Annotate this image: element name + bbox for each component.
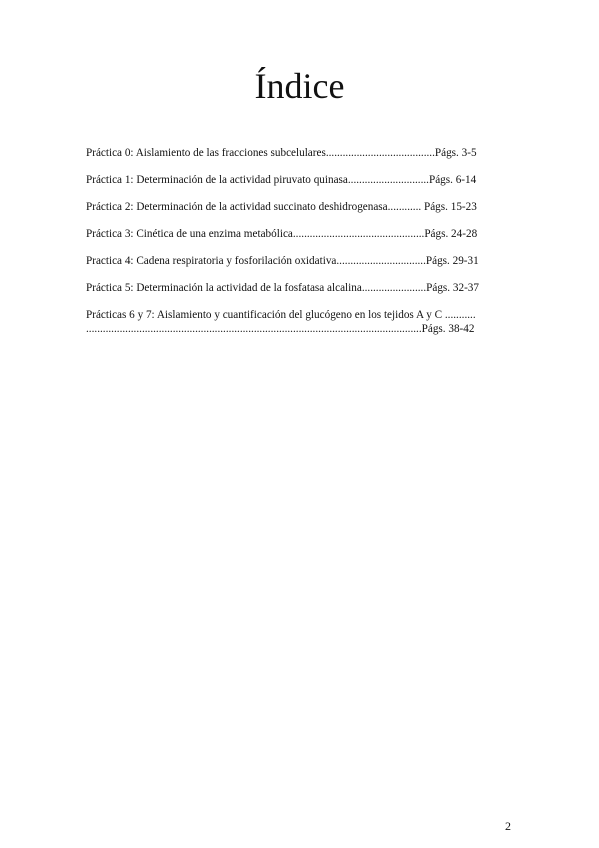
toc-entry-text: Práctica 1: Determinación de la actividad piruvato quinasa.............................Págs. 6-14 <box>86 174 477 186</box>
toc-entry-text: Práctica 3: Cinética de una enzima metabólica...............................................Págs. 24-28 <box>86 228 478 240</box>
toc-entry-text-continuation: ........................................................................................................................Págs. 38-42 <box>86 323 475 335</box>
toc-entry-practica-1 <box>86 173 516 187</box>
toc-entry-practica-5 <box>86 281 516 295</box>
toc-entry-text: Práctica 2: Determinación de la actividad succinato deshidrogenasa............ Págs. 15-23 <box>86 201 477 213</box>
toc-entry-text: Prácticas 6 y 7: Aislamiento y cuantificación del glucógeno en los tejidos A y C ........... <box>86 309 476 321</box>
toc-entry-text: Práctica 0: Aislamiento de las fracciones subcelulares.......................................Págs. 3-5 <box>86 147 477 159</box>
toc-entry-practica-3 <box>86 227 516 241</box>
page-title: Índice <box>254 66 345 106</box>
toc-entry-text: Práctica 5: Determinación la actividad de la fosfatasa alcalina.......................Págs. 32-37 <box>86 282 479 294</box>
page-number: 2 <box>505 819 511 833</box>
toc-entry-practica-0 <box>86 146 516 160</box>
toc-entry-practica-4 <box>86 254 516 268</box>
table-of-contents <box>86 146 516 349</box>
toc-entry-practicas-6-7 <box>86 308 516 336</box>
toc-entry-practica-2 <box>86 200 516 214</box>
toc-entry-text: Practica 4: Cadena respiratoria y fosforilación oxidativa................................Págs. 29-31 <box>86 255 479 267</box>
